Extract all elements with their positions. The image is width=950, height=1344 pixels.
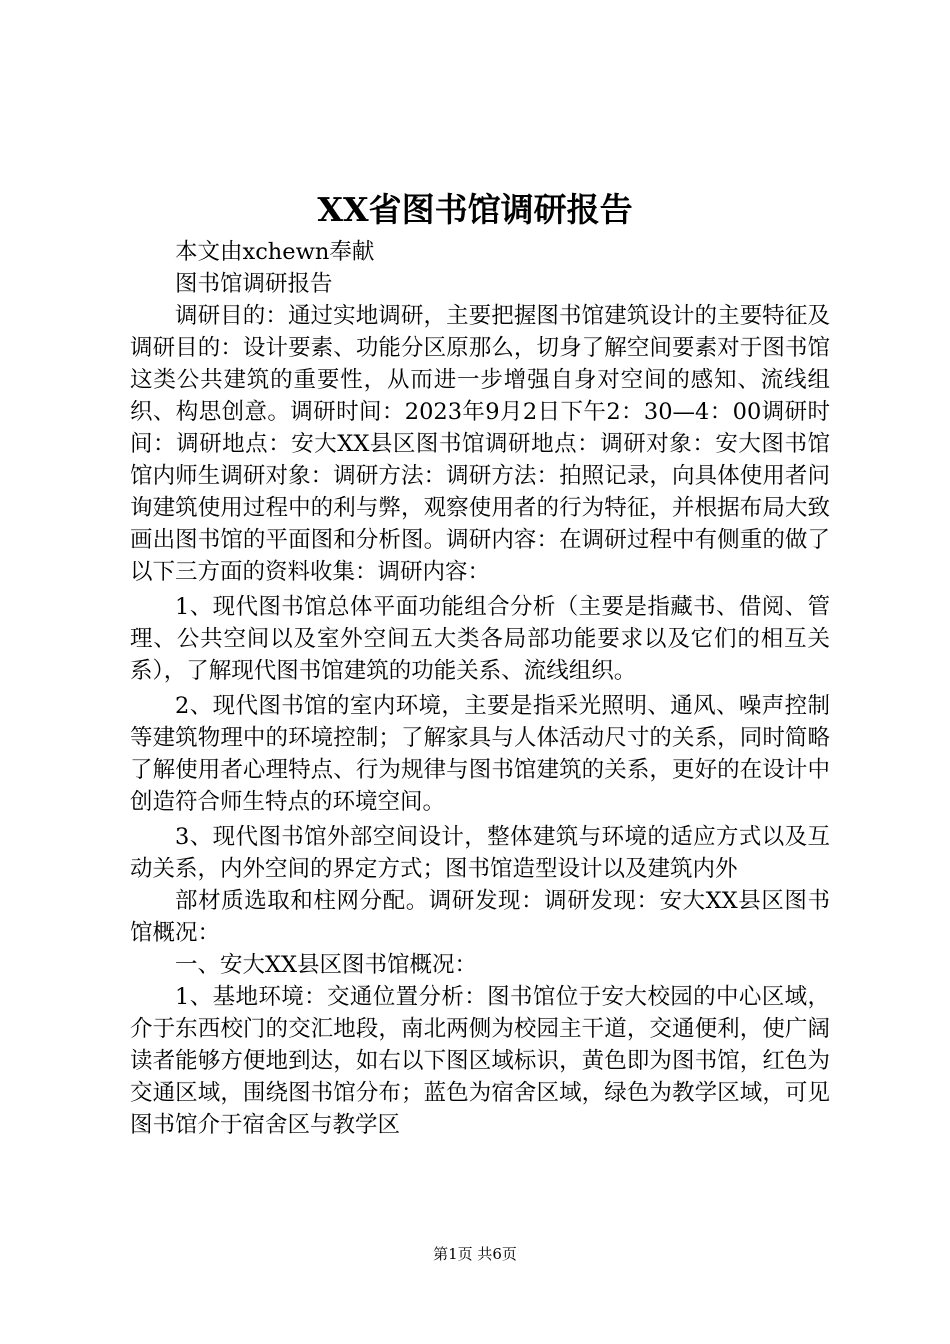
paragraph-item-1: 1、现代图书馆总体平面功能组合分析（主要是指藏书、借阅、管理、公共空间以及室外空间五大类各局部功能要求以及它们的相互关系），了解现代图书馆建筑的功能关系、流线组织。 (130, 594, 830, 684)
document-title: XX省图书馆调研报告 (317, 190, 633, 229)
paragraph-contributor: 本文由xchewn奉献 (175, 239, 375, 265)
paragraph-item-3: 3、现代图书馆外部空间设计，整体建筑与环境的适应方式以及互动关系，内外空间的界定方式；图书馆造型设计以及建筑内外 (130, 824, 830, 882)
paragraph-subtitle: 图书馆调研报告 (175, 271, 333, 297)
paragraph-item-2: 2、现代图书馆的室内环境，主要是指采光照明、通风、噪声控制等建筑物理中的环境控制；了解家具与人体活动尺寸的关系，同时简略了解使用者心理特点、行为规律与图书馆建筑的关系，更好的在设计中创造符合师生特点的环境空间。 (130, 693, 830, 815)
document-body (130, 236, 830, 1141)
paragraph-findings: 部材质选取和柱网分配。调研发现：调研发现：安大XX县区图书馆概况： (130, 888, 830, 946)
paragraph-purpose: 调研目的：通过实地调研，主要把握图书馆建筑设计的主要特征及调研目的：设计要素、功能分区原那么，切身了解空间要素对于图书馆这类公共建筑的重要性，从而进一步增强自身对空间的感知、流线组织、构思创意。调研时间：2023年9月2日下午2：30—4：00调研时间：调研地点：安大XX县区图书馆调研地点：调研对象：安大图书馆馆内师生调研对象：调研方法：调研方法：拍照记录，向具体使用者问询建筑使用过程中的利与弊，观察使用者的行为特征，并根据布局大致画出图书馆的平面图和分析图。调研内容：在调研过程中有侧重的做了以下三方面的资料收集：调研内容： (130, 303, 830, 585)
page-footer: 第1页 共6页 (433, 1245, 517, 1263)
paragraph-site-environment: 1、基地环境：交通位置分析：图书馆位于安大校园的中心区域，介于东西校门的交汇地段，南北两侧为校园主干道，交通便利，使广阔读者能够方便地到达，如右以下图区域标识，黄色即为图书馆，红色为交通区域，围绕图书馆分布；蓝色为宿舍区域，绿色为教学区域，可见图书馆介于宿舍区与教学区 (130, 984, 830, 1138)
paragraph-overview-heading: 一、安大XX县区图书馆概况： (175, 952, 478, 978)
